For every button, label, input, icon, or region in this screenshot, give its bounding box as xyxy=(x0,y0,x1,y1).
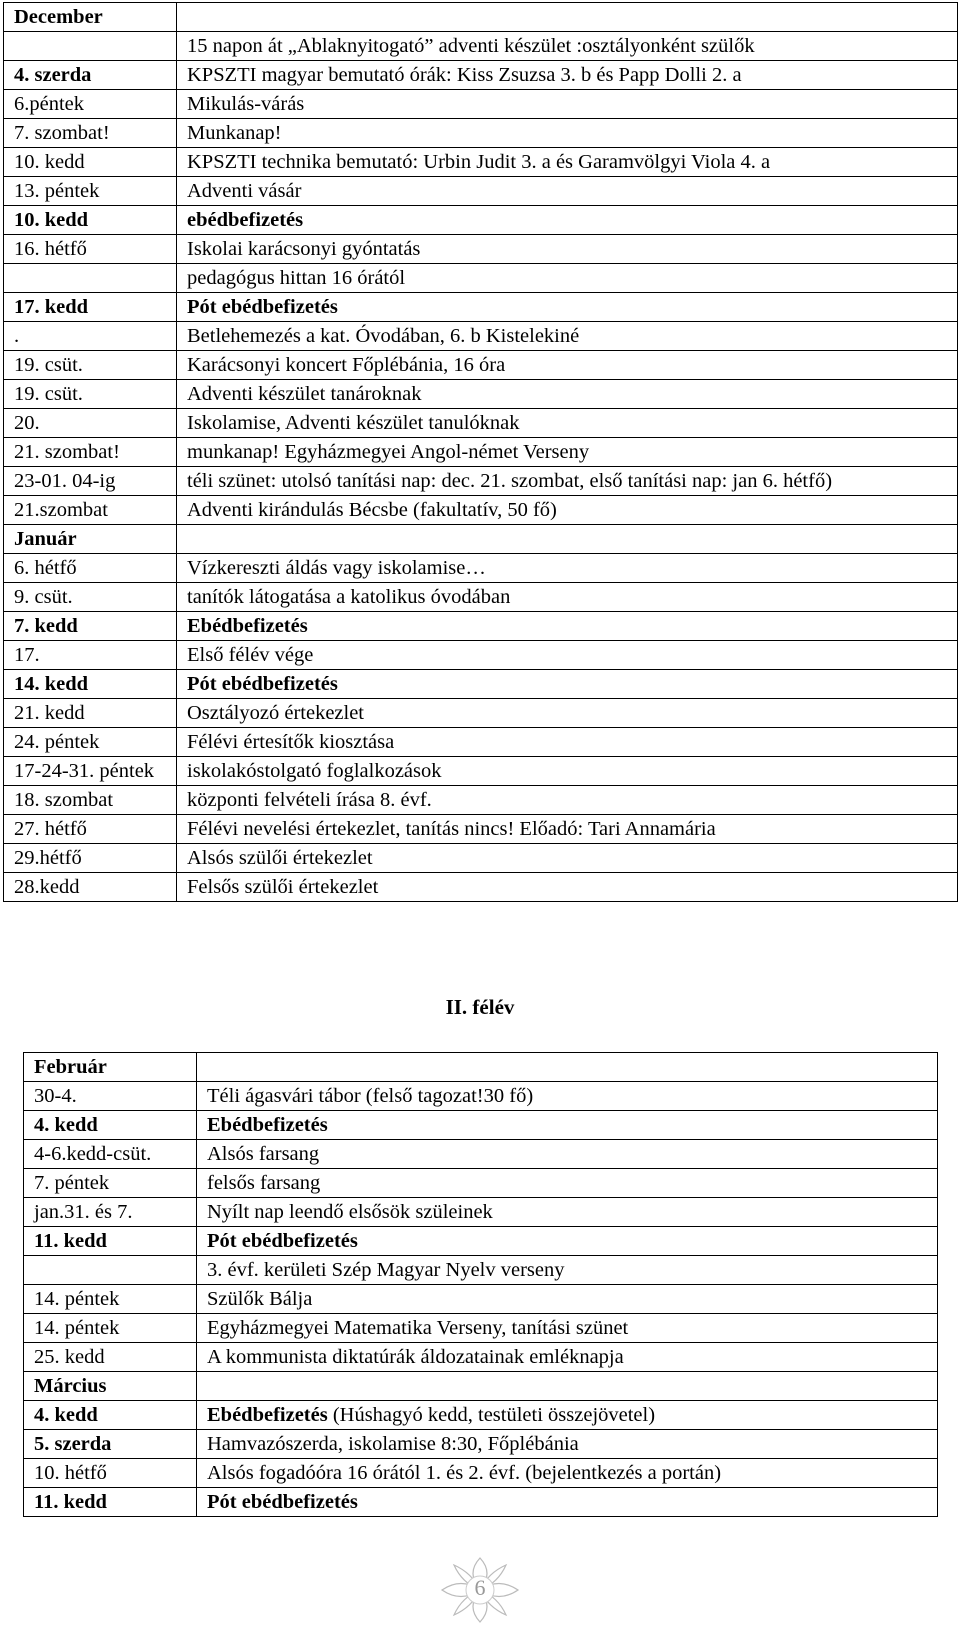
event-cell: Első félév vége xyxy=(177,641,958,670)
table-row xyxy=(4,699,958,728)
event-cell: 3. évf. kerületi Szép Magyar Nyelv verseny xyxy=(197,1256,938,1285)
table-row xyxy=(4,32,958,61)
schedule-table-second-semester xyxy=(23,1052,938,1517)
table-row xyxy=(24,1053,938,1082)
date-cell: 30-4. xyxy=(24,1082,197,1111)
event-cell: Alsós szülői értekezlet xyxy=(177,844,958,873)
event-cell: Alsós farsang xyxy=(197,1140,938,1169)
date-cell: 21. szombat! xyxy=(4,438,177,467)
event-cell: Félévi nevelési értekezlet, tanítás nincs! Előadó: Tari Annamária xyxy=(177,815,958,844)
event-cell: Szülők Bálja xyxy=(197,1285,938,1314)
schedule-table-first-semester xyxy=(3,2,958,902)
table-row xyxy=(24,1227,938,1256)
date-cell: 14. péntek xyxy=(24,1285,197,1314)
event-cell: Osztályozó értekezlet xyxy=(177,699,958,728)
table-row xyxy=(24,1459,938,1488)
date-cell: Március xyxy=(24,1372,197,1401)
table-row xyxy=(4,322,958,351)
date-cell: 18. szombat xyxy=(4,786,177,815)
table-row xyxy=(4,380,958,409)
event-cell: Ebédbefizetés xyxy=(197,1111,938,1140)
date-cell: 4-6.kedd-csüt. xyxy=(24,1140,197,1169)
table-row xyxy=(4,438,958,467)
table-row xyxy=(24,1372,938,1401)
event-cell: Pót ebédbefizetés xyxy=(197,1227,938,1256)
table-row xyxy=(4,670,958,699)
table-row xyxy=(4,757,958,786)
date-cell: 14. péntek xyxy=(24,1314,197,1343)
event-cell: Munkanap! xyxy=(177,119,958,148)
date-cell: 27. hétfő xyxy=(4,815,177,844)
date-cell: 21.szombat xyxy=(4,496,177,525)
table-row xyxy=(24,1285,938,1314)
date-cell: 4. kedd xyxy=(24,1401,197,1430)
table-row xyxy=(24,1314,938,1343)
date-cell: 4. szerda xyxy=(4,61,177,90)
date-cell: 29.hétfő xyxy=(4,844,177,873)
table-row xyxy=(4,61,958,90)
table-row xyxy=(24,1256,938,1285)
table-row xyxy=(4,351,958,380)
event-cell: Ebédbefizetés xyxy=(177,612,958,641)
date-cell xyxy=(24,1256,197,1285)
event-cell: KPSZTI technika bemutató: Urbin Judit 3. a és Garamvölgyi Viola 4. a xyxy=(177,148,958,177)
date-cell: 5. szerda xyxy=(24,1430,197,1459)
date-cell: 10. hétfő xyxy=(24,1459,197,1488)
event-cell: Iskolamise, Adventi készület tanulóknak xyxy=(177,409,958,438)
table-row xyxy=(4,148,958,177)
table-row xyxy=(4,612,958,641)
table-row xyxy=(4,409,958,438)
date-cell: 17. xyxy=(4,641,177,670)
date-cell: 20. xyxy=(4,409,177,438)
event-cell xyxy=(197,1401,938,1430)
table-row xyxy=(4,206,958,235)
event-cell: 15 napon át „Ablaknyitogató” adventi készület :osztályonként szülők xyxy=(177,32,958,61)
date-cell: 6.péntek xyxy=(4,90,177,119)
table-row xyxy=(4,177,958,206)
table-row xyxy=(4,235,958,264)
date-cell: Február xyxy=(24,1053,197,1082)
event-cell: munkanap! Egyházmegyei Angol-német Verseny xyxy=(177,438,958,467)
event-cell xyxy=(177,525,958,554)
table-row xyxy=(4,467,958,496)
event-cell: tanítók látogatása a katolikus óvodában xyxy=(177,583,958,612)
date-cell: 19. csüt. xyxy=(4,380,177,409)
date-cell: jan.31. és 7. xyxy=(24,1198,197,1227)
event-cell: A kommunista diktatúrák áldozatainak emléknapja xyxy=(197,1343,938,1372)
event-cell: Pót ebédbefizetés xyxy=(177,293,958,322)
table-row xyxy=(24,1198,938,1227)
date-cell xyxy=(4,264,177,293)
date-cell: 9. csüt. xyxy=(4,583,177,612)
event-cell: Egyházmegyei Matematika Verseny, tanítási szünet xyxy=(197,1314,938,1343)
date-cell: 25. kedd xyxy=(24,1343,197,1372)
table-row xyxy=(4,786,958,815)
table-row xyxy=(4,293,958,322)
date-cell: 10. kedd xyxy=(4,206,177,235)
table-row xyxy=(4,815,958,844)
table-row xyxy=(4,3,958,32)
date-cell: 21. kedd xyxy=(4,699,177,728)
date-cell: 23-01. 04-ig xyxy=(4,467,177,496)
date-cell: 10. kedd xyxy=(4,148,177,177)
date-cell: . xyxy=(4,322,177,351)
event-cell: Mikulás-várás xyxy=(177,90,958,119)
date-cell: 28.kedd xyxy=(4,873,177,902)
date-cell: 14. kedd xyxy=(4,670,177,699)
event-text: Ebédbefizetés xyxy=(207,1404,328,1426)
event-cell: Alsós fogadóóra 16 órától 1. és 2. évf. (bejelentkezés a portán) xyxy=(197,1459,938,1488)
page-number: 6 xyxy=(474,1575,486,1600)
event-cell: Karácsonyi koncert Főplébánia, 16 óra xyxy=(177,351,958,380)
table-row xyxy=(24,1343,938,1372)
table-row xyxy=(24,1401,938,1430)
event-cell: pedagógus hittan 16 órától xyxy=(177,264,958,293)
date-cell: December xyxy=(4,3,177,32)
date-cell: 16. hétfő xyxy=(4,235,177,264)
event-cell: iskolakóstolgató foglalkozások xyxy=(177,757,958,786)
table-row xyxy=(4,496,958,525)
date-cell: 7. kedd xyxy=(4,612,177,641)
table-row xyxy=(24,1169,938,1198)
date-cell: 24. péntek xyxy=(4,728,177,757)
event-cell xyxy=(197,1372,938,1401)
date-cell: 19. csüt. xyxy=(4,351,177,380)
event-cell: Pót ebédbefizetés xyxy=(197,1488,938,1517)
table-row xyxy=(24,1430,938,1459)
section-title-second-semester: II. félév xyxy=(445,995,515,1019)
table-row xyxy=(4,641,958,670)
date-cell xyxy=(4,32,177,61)
event-cell: központi felvételi írása 8. évf. xyxy=(177,786,958,815)
event-cell: felsős farsang xyxy=(197,1169,938,1198)
table-row xyxy=(4,525,958,554)
date-cell: 7. péntek xyxy=(24,1169,197,1198)
event-cell: Adventi készület tanároknak xyxy=(177,380,958,409)
page-number-badge xyxy=(432,1555,528,1625)
table-row xyxy=(4,90,958,119)
event-cell: Nyílt nap leendő elsősök szüleinek xyxy=(197,1198,938,1227)
table-row xyxy=(4,728,958,757)
event-cell xyxy=(197,1053,938,1082)
table-row xyxy=(4,554,958,583)
event-cell: Félévi értesítők kiosztása xyxy=(177,728,958,757)
event-note: (Húshagyó kedd, testületi összejövetel) xyxy=(327,1404,656,1426)
event-cell xyxy=(177,3,958,32)
event-cell: KPSZTI magyar bemutató órák: Kiss Zsuzsa 3. b és Papp Dolli 2. a xyxy=(177,61,958,90)
event-cell: Betlehemezés a kat. Óvodában, 6. b Kistelekiné xyxy=(177,322,958,351)
table-row xyxy=(4,264,958,293)
table-row xyxy=(24,1111,938,1140)
table-row xyxy=(4,844,958,873)
date-cell: Január xyxy=(4,525,177,554)
date-cell: 13. péntek xyxy=(4,177,177,206)
event-cell: Adventi vásár xyxy=(177,177,958,206)
date-cell: 7. szombat! xyxy=(4,119,177,148)
table-row xyxy=(24,1488,938,1517)
table-row xyxy=(24,1140,938,1169)
date-cell: 11. kedd xyxy=(24,1227,197,1256)
table-row xyxy=(4,873,958,902)
event-cell: Iskolai karácsonyi gyóntatás xyxy=(177,235,958,264)
date-cell: 11. kedd xyxy=(24,1488,197,1517)
event-cell: Téli ágasvári tábor (felső tagozat!30 fő) xyxy=(197,1082,938,1111)
event-cell: Felsős szülői értekezlet xyxy=(177,873,958,902)
event-cell: Pót ebédbefizetés xyxy=(177,670,958,699)
table-row xyxy=(24,1082,938,1111)
date-cell: 17. kedd xyxy=(4,293,177,322)
event-cell: Vízkereszti áldás vagy iskolamise… xyxy=(177,554,958,583)
event-cell: Hamvazószerda, iskolamise 8:30, Főplébánia xyxy=(197,1430,938,1459)
event-cell: ebédbefizetés xyxy=(177,206,958,235)
date-cell: 4. kedd xyxy=(24,1111,197,1140)
event-cell: téli szünet: utolsó tanítási nap: dec. 21. szombat, első tanítási nap: jan 6. hétfő) xyxy=(177,467,958,496)
table-row xyxy=(4,119,958,148)
date-cell: 17-24-31. péntek xyxy=(4,757,177,786)
date-cell: 6. hétfő xyxy=(4,554,177,583)
event-cell: Adventi kirándulás Bécsbe (fakultatív, 50 fő) xyxy=(177,496,958,525)
table-row xyxy=(4,583,958,612)
